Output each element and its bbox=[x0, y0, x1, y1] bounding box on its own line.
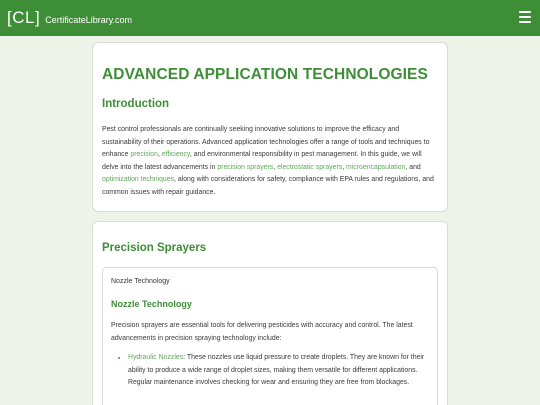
intro-card bbox=[92, 42, 448, 212]
nozzle-list bbox=[111, 352, 429, 390]
page-title: ADVANCED APPLICATION TECHNOLOGIES bbox=[102, 66, 428, 83]
precision-sprayers-card bbox=[92, 221, 448, 405]
top-navbar bbox=[0, 0, 540, 36]
introduction-paragraph bbox=[102, 124, 438, 199]
intro-sep-1: , bbox=[157, 151, 162, 158]
intro-text-2: , and environmental responsibility in pest management. In this guide, we will delve into the latest advancements in bbox=[102, 151, 422, 171]
tab-nozzle-technology[interactable]: Nozzle Technology bbox=[111, 278, 170, 285]
site-logo-link[interactable] bbox=[7, 8, 132, 28]
intro-sep-2: , bbox=[273, 163, 278, 171]
hydraulic-nozzles-link[interactable]: Hydraulic Nozzles bbox=[128, 354, 184, 361]
intro-sep-3: , bbox=[342, 163, 347, 171]
hydraulic-nozzles-text: : These nozzles use liquid pressure to create droplets. They are known for their ability to produce a wide range of droplet sizes, making them versatile for different applications. Regular maintenance involves checking for wear and ensuring they are free from blockages. bbox=[128, 354, 425, 386]
list-item bbox=[128, 352, 429, 390]
link-precision-sprayers[interactable]: precision sprayers bbox=[217, 163, 274, 171]
logo-mark: [CL] bbox=[7, 8, 41, 27]
link-optimization-techniques[interactable]: optimization techniques bbox=[102, 176, 175, 183]
introduction-heading: Introduction bbox=[102, 98, 170, 110]
link-efficiency[interactable]: efficiency bbox=[161, 151, 190, 158]
link-electrostatic-sprayers[interactable]: electrostatic sprayers bbox=[277, 163, 343, 171]
intro-text-4: , along with considerations for safety, compliance with EPA rules and regulations, and common issues with repair guidance. bbox=[102, 176, 434, 196]
site-name: CertificateLibrary.com bbox=[45, 15, 133, 25]
hamburger-menu-icon[interactable] bbox=[519, 11, 531, 23]
nozzle-technology-heading: Nozzle Technology bbox=[111, 299, 192, 309]
nozzle-technology-panel bbox=[102, 267, 438, 405]
precision-sprayers-heading: Precision Sprayers bbox=[102, 242, 207, 254]
link-microencapsulation[interactable]: microencapsulation bbox=[346, 163, 406, 171]
link-precision[interactable]: precision bbox=[130, 151, 158, 158]
intro-text-3: , and bbox=[405, 163, 421, 171]
intro-text-1: Pest control professionals are continually seeking innovative solutions to improve the efficacy and sustainability of their operations. Advanced application technologies offer a range of tools and techniques to enhance bbox=[102, 126, 430, 158]
precision-sprayers-intro: Precision sprayers are essential tools for delivering pesticides with accuracy and control. The latest advancements in precision spraying technology include: bbox=[111, 322, 413, 342]
